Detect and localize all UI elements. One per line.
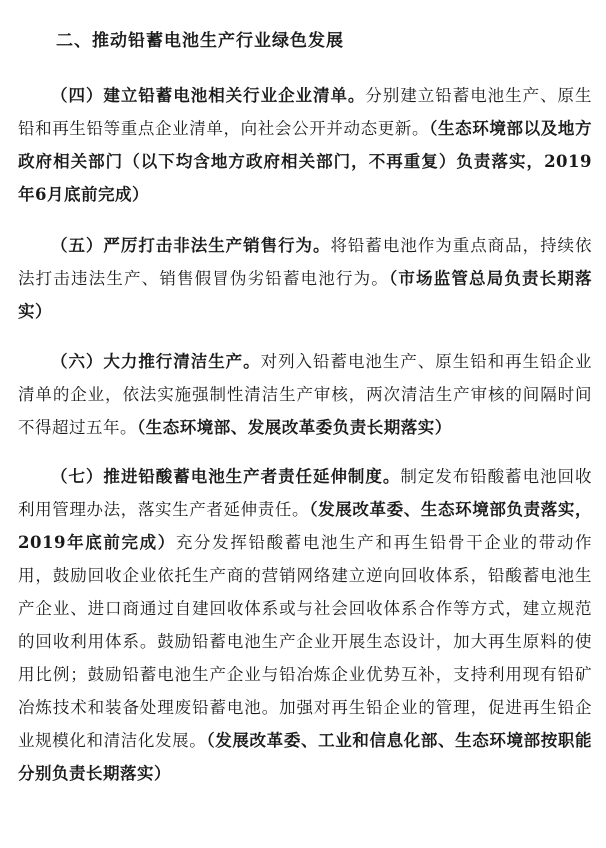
paragraph-7-responsibility-final: （发展改革委、工业和信息化部、生态环境部按职能分别负责长期落实） (18, 730, 593, 783)
paragraph-4-body: 分别建立铅蓄电池生产、原生铅和再生铅等重点企业清单，向社会公开并动态更新。 (18, 85, 593, 138)
paragraph-7-lead: （七）推进铅酸蓄电池生产者责任延伸制度。 (51, 466, 401, 486)
paragraph-6-lead: （六）大力推行清洁生产。 (51, 351, 261, 371)
paragraph-4-responsibility: （生态环境部以及地方政府相关部门（以下均含地方政府相关部门，不再重复）负责落实，2019年6月底前完成） (18, 118, 593, 204)
paragraph-5-body: 将铅蓄电池作为重点商品，持续依法打击违法生产、销售假冒伪劣铅蓄电池行为。 (18, 235, 593, 288)
paragraph-5-lead: （五）严厉打击非法生产销售行为。 (51, 235, 331, 255)
paragraph-4-lead: （四）建立铅蓄电池相关行业企业清单。 (51, 85, 366, 105)
paragraph-5 (18, 229, 592, 328)
paragraph-7 (18, 460, 592, 790)
paragraph-7-responsibility: （发展改革委、生态环境部负责落实，2019年底前完成） (18, 499, 593, 552)
paragraph-6-responsibility: （生态环境部、发展改革委负责长期落实） (137, 417, 452, 437)
paragraph-7-body: 制定发布铅酸蓄电池回收利用管理办法，落实生产者延伸责任。 (18, 466, 593, 519)
paragraph-6 (18, 345, 592, 444)
paragraph-6-body: 对列入铅蓄电池生产、原生铅和再生铅企业清单的企业，依法实施强制性清洁生产审核，两次清洁生产审核的间隔时间不得超过五年。 (18, 351, 593, 437)
section-heading: 二、推动铅蓄电池生产行业绿色发展 (56, 31, 344, 51)
paragraph-4 (18, 79, 592, 211)
paragraph-5-responsibility: （市场监管总局负责长期落实） (18, 268, 593, 321)
paragraph-7-body-continued: 充分发挥铅酸蓄电池生产和再生铅骨干企业的带动作用，鼓励回收企业依托生产商的营销网络建立逆向回收体系，铅酸蓄电池生产企业、进口商通过自建回收体系或与社会回收体系合作等方式，建立规范的回收利用体系。鼓励铅蓄电池生产企业开展生态设计，加大再生原料的使用比例；鼓励铅蓄电池生产企业与铅冶炼企业优势互补，支持利用现有铅矿冶炼技术和装备处理废铅蓄电池。加强对再生铅企业的管理，促进再生铅企业规模化和清洁化发展。 (18, 532, 592, 750)
